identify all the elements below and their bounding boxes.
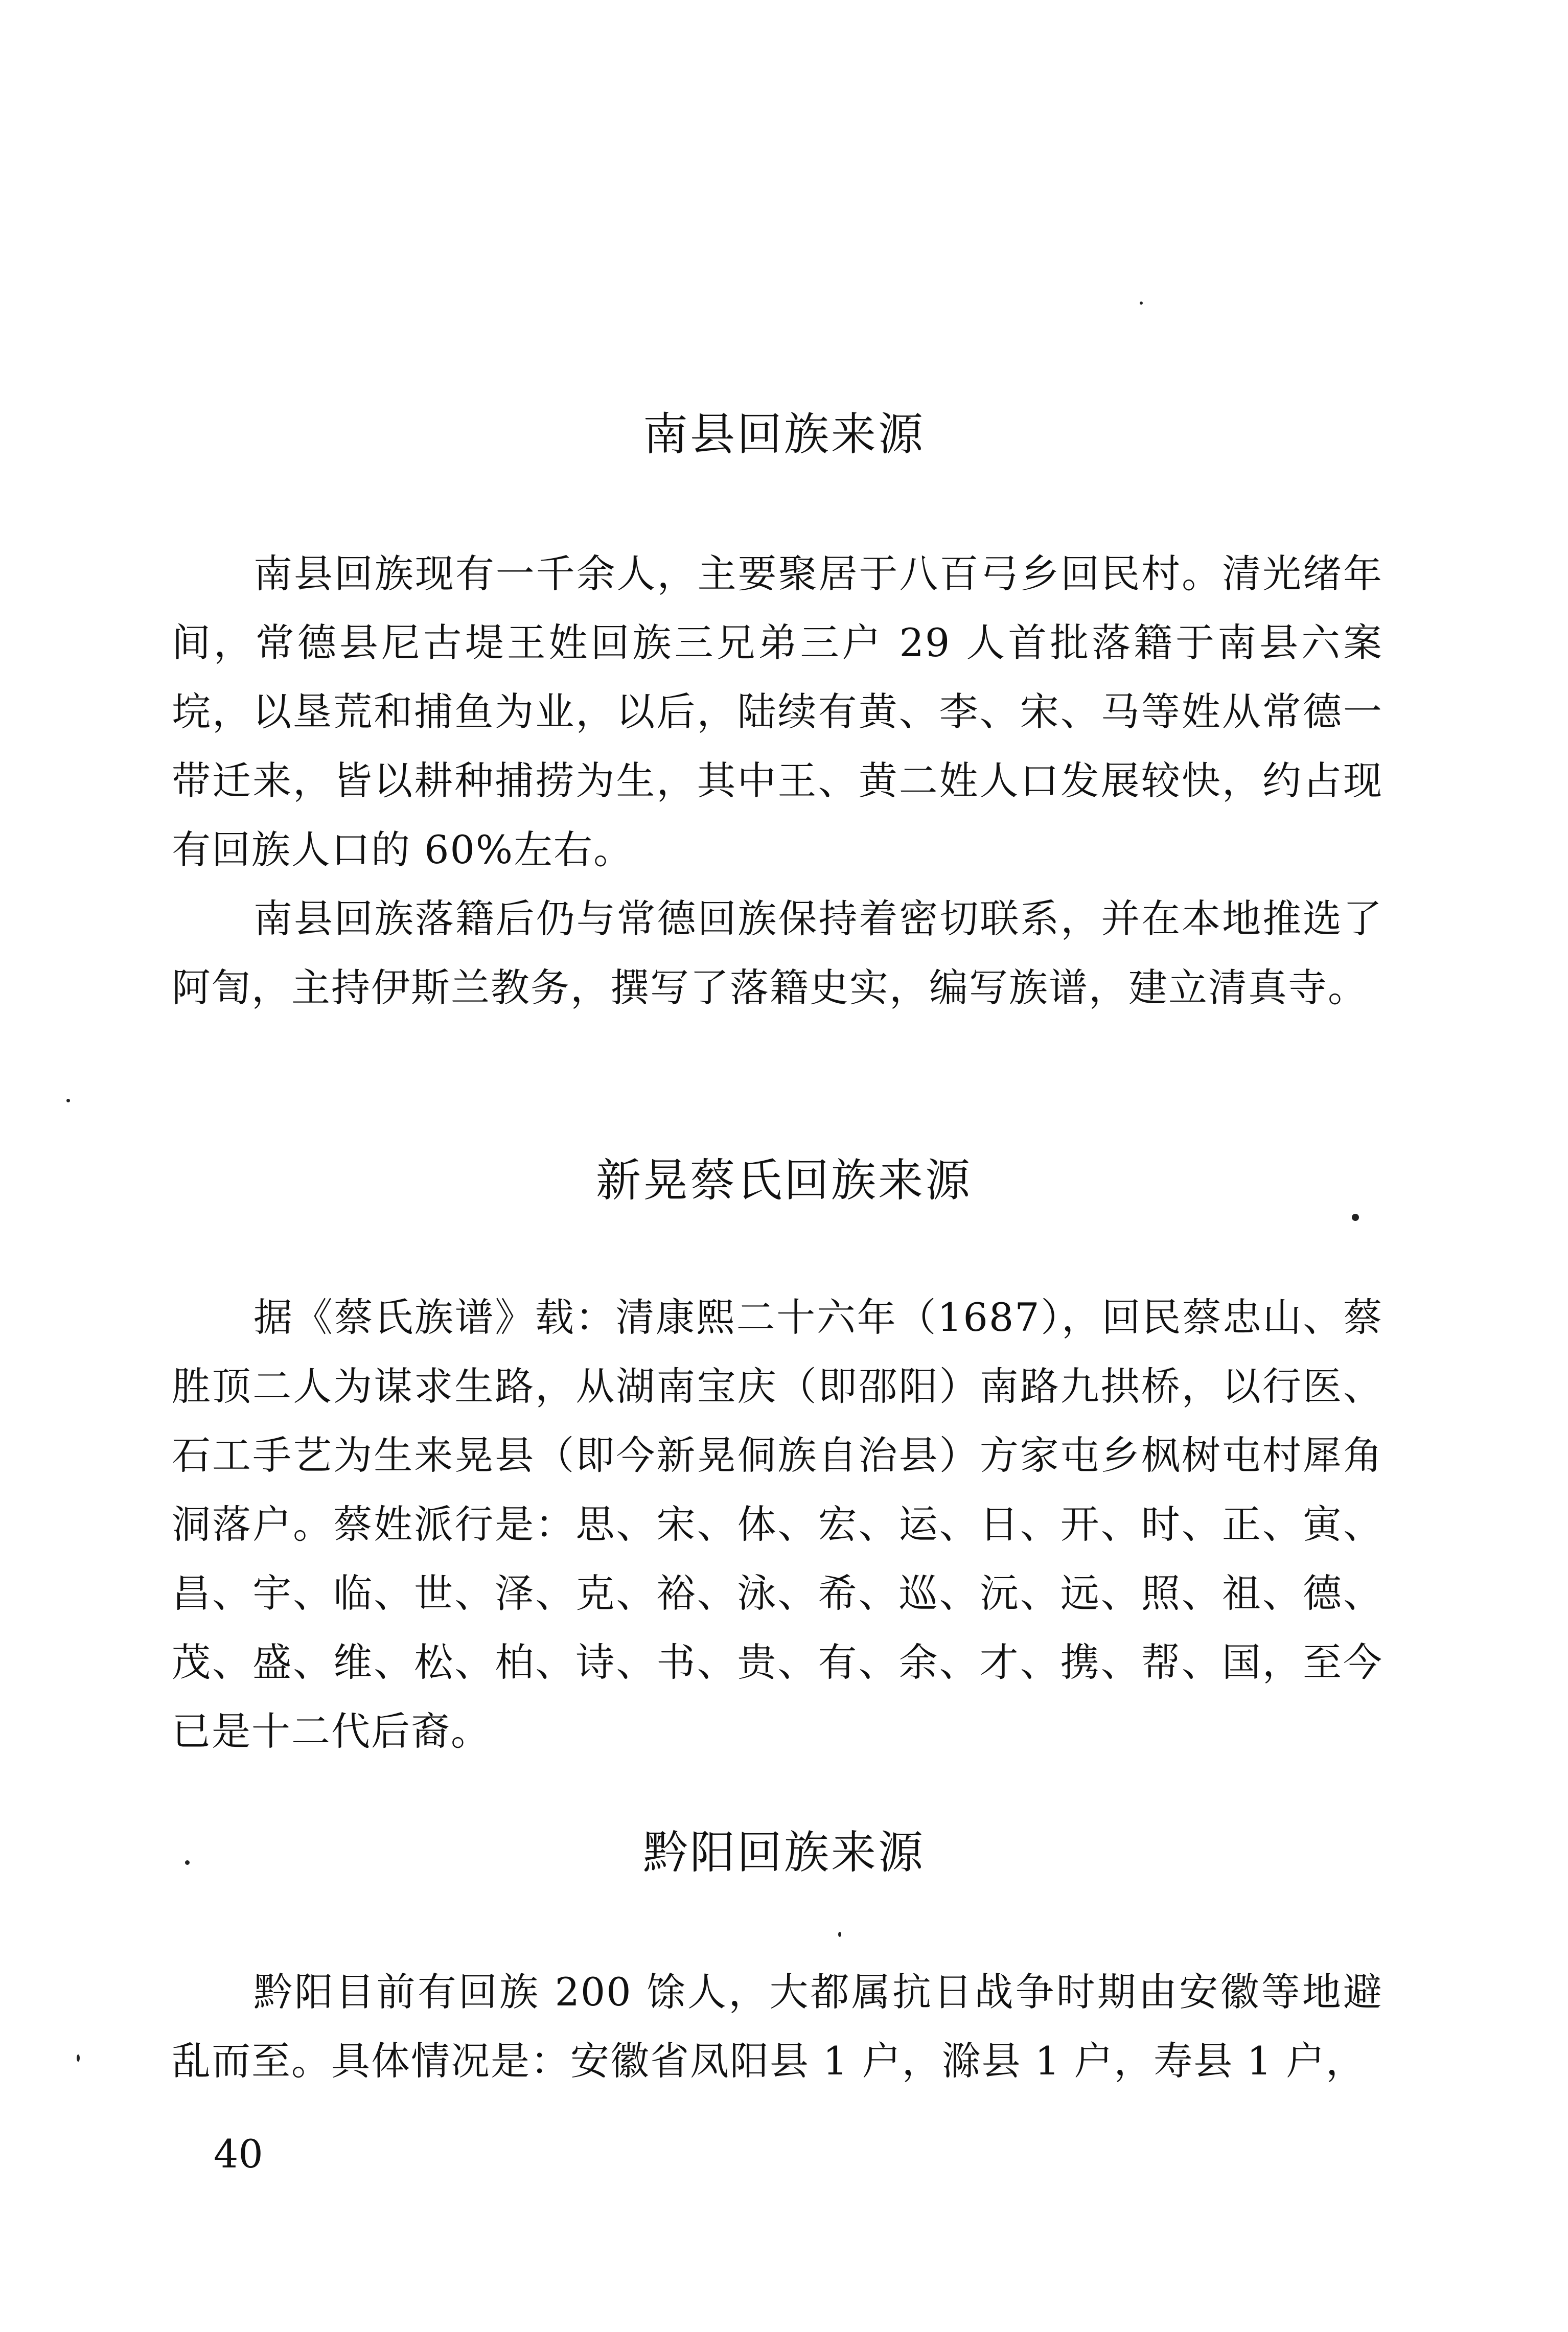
paragraph-xinhuang-1: 据《蔡氏族谱》载：清康熙二十六年（1687），回民蔡忠山、蔡胜顶二人为谋求生路，从湖南宝庆（即邵阳）南路九拱桥，以行医、石工手艺为生来晃县（即今新晃侗族自治县）方家屯乡枫树屯村犀角洞落户。蔡姓派行是：思、宋、体、宏、运、日、开、时、正、寅、昌、宇、临、世、泽、克、裕、泳、希、巡、沅、远、照、祖、德、茂、盛、维、松、柏、诗、书、贵、有、余、才、携、帮、国，至今已是十二代后裔。 xyxy=(172,1295,1383,1754)
section-title-qianyang: 黔阳回族来源 xyxy=(642,1826,925,1879)
scan-speck xyxy=(838,1932,841,1937)
scan-speck xyxy=(185,1860,190,1865)
scan-speck xyxy=(66,1099,70,1102)
scan-speck xyxy=(77,2054,80,2062)
paragraph-nanxian-1: 南县回族现有一千余人，主要聚居于八百弓乡回民村。清光绪年间，常德县尼古堤王姓回族三兄弟三户 29 人首批落籍于南县六案垸，以垦荒和捕鱼为业，以后，陆续有黄、李、宋、马等姓从常德一带迁来，皆以耕种捕捞为生，其中王、黄二姓人口发展较快，约占现有回族人口的 60%左右。 xyxy=(172,551,1383,872)
paragraph-qianyang-1: 黔阳目前有回族 200 馀人，大都属抗日战争时期由安徽等地避乱而至。具体情况是：安徽省凤阳县 1 户，滁县 1 户，寿县 1 户， xyxy=(172,1969,1383,2084)
scan-speck xyxy=(1352,1214,1359,1221)
paragraph-nanxian-2: 南县回族落籍后仍与常德回族保持着密切联系，并在本地推选了阿訇，主持伊斯兰教务，撰写了落籍史实，编写族谱，建立清真寺。 xyxy=(172,896,1383,1010)
section-title-xinhuang: 新晃蔡氏回族来源 xyxy=(595,1154,972,1207)
page-number: 40 xyxy=(214,2131,263,2177)
scan-speck xyxy=(1140,302,1143,305)
section-title-nanxian: 南县回族来源 xyxy=(642,408,925,460)
